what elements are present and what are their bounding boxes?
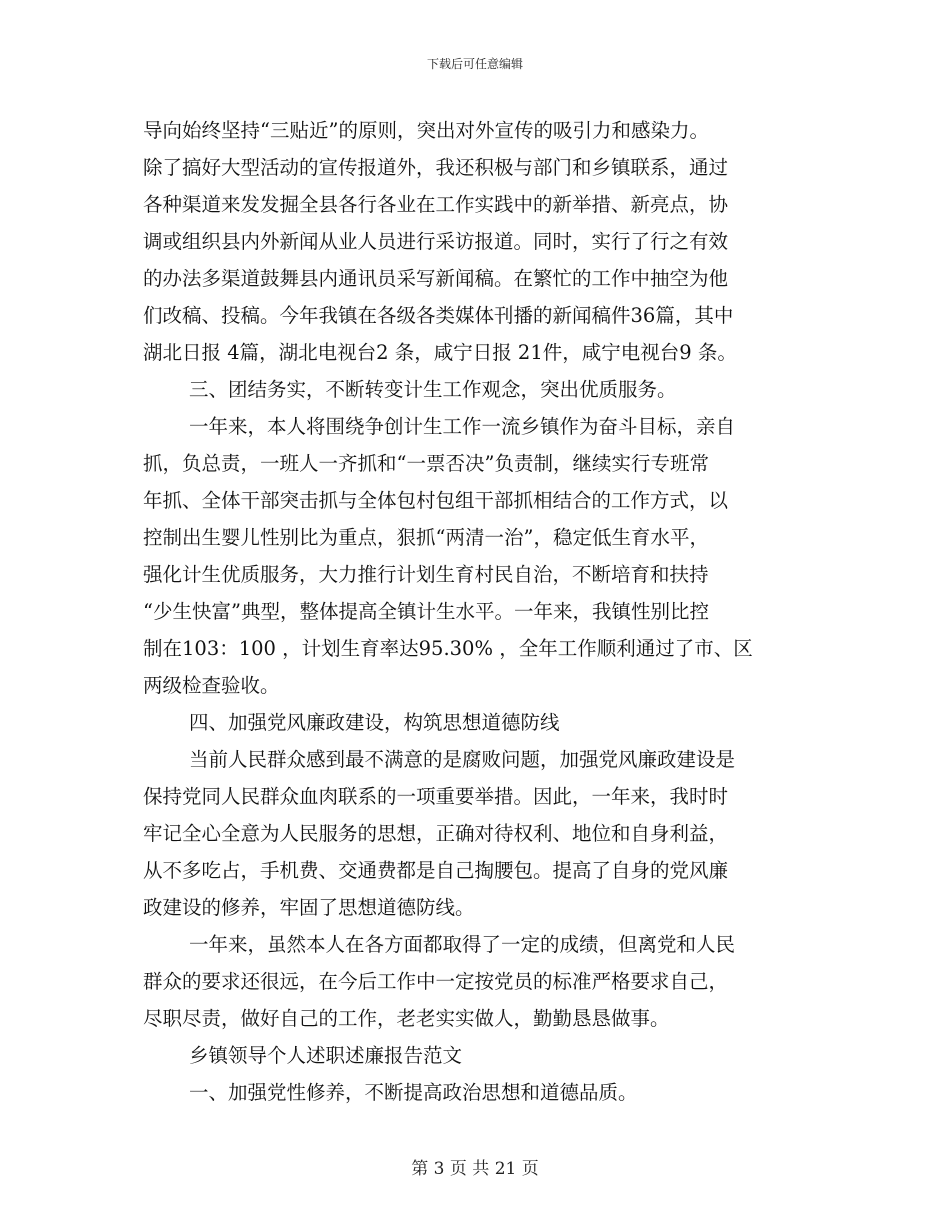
text-line: 们改稿、投稿。今年我镇在各级各类媒体刊播的新闻稿件36篇，其中 [143, 304, 734, 327]
text-line: 牢记全心全意为人民服务的思想，正确对待权利、地位和自身利益， [143, 822, 729, 845]
text-line: 强化计生优质服务，大力推行计划生育村民自治，不断培育和扶持 [143, 563, 709, 586]
text-line: 一年来，本人将围绕争创计生工作一流乡镇作为奋斗目标，亲自 [189, 415, 736, 438]
text-line: 乡镇领导个人述职述廉报告范文 [189, 1044, 463, 1067]
text-line: 年抓、全体干部突击抓与全体包村包组干部抓相结合的工作方式，以 [143, 489, 729, 512]
text-line: 四、加强党风廉政建设，构筑思想道德防线 [189, 711, 560, 734]
text-line: 尽职尽责，做好自己的工作，老老实实做人，勤勤恳恳做事。 [143, 1007, 670, 1030]
text-line: 除了搞好大型活动的宣传报道外，我还积极与部门和乡镇联系，通过 [143, 156, 729, 179]
text-line: 调或组织县内外新闻从业人员进行采访报道。同时，实行了行之有效 [143, 230, 729, 253]
text-line: 一年来，虽然本人在各方面都取得了一定的成绩，但离党和人民 [189, 933, 736, 956]
text-line: “少生快富”典型，整体提高全镇计生水平。一年来，我镇性别比控 [143, 600, 709, 623]
page-header: 下载后可任意编辑 [426, 57, 523, 71]
text-line: 一、加强党性修养，不断提高政治思想和道德品质。 [189, 1081, 638, 1104]
text-line: 控制出生婴儿性别比为重点，狠抓“两清一治”，稳定低生育水平， [143, 526, 709, 549]
text-line: 政建设的修养，牢固了思想道德防线。 [143, 896, 475, 919]
page-footer: 第 3 页 共 21 页 [411, 1159, 539, 1179]
text-line: 从不多吃占，手机费、交通费都是自己掏腰包。提高了自身的党风廉 [143, 859, 729, 882]
text-line: 湖北日报 4篇，湖北电视台2 条，咸宁日报 21件，咸宁电视台9 条。 [143, 341, 737, 364]
text-line: 当前人民群众感到最不满意的是腐败问题，加强党风廉政建设是 [189, 748, 736, 771]
text-line: 制在103：100 ，计划生育率达95.30% ，全年工作顺利通过了市、区 [143, 637, 753, 660]
text-line: 三、团结务实，不断转变计生工作观念，突出优质服务。 [189, 378, 677, 401]
text-line: 两级检查验收。 [143, 674, 280, 697]
text-line: 抓，负总责，一班人一齐抓和“一票否决”负责制，继续实行专班常 [143, 452, 709, 475]
text-line: 群众的要求还很远，在今后工作中一定按党员的标准严格要求自己， [143, 970, 729, 993]
text-line: 保持党同人民群众血肉联系的一项重要举措。因此，一年来，我时时 [143, 785, 729, 808]
text-line: 各种渠道来发发掘全县各行各业在工作实践中的新举措、新亮点，协 [143, 193, 729, 216]
document-body [143, 112, 811, 1111]
text-line: 的办法多渠道鼓舞县内通讯员采写新闻稿。在繁忙的工作中抽空为他 [143, 267, 729, 290]
text-line: 导向始终坚持“三贴近”的原则，突出对外宣传的吸引力和感染力。 [143, 119, 709, 142]
